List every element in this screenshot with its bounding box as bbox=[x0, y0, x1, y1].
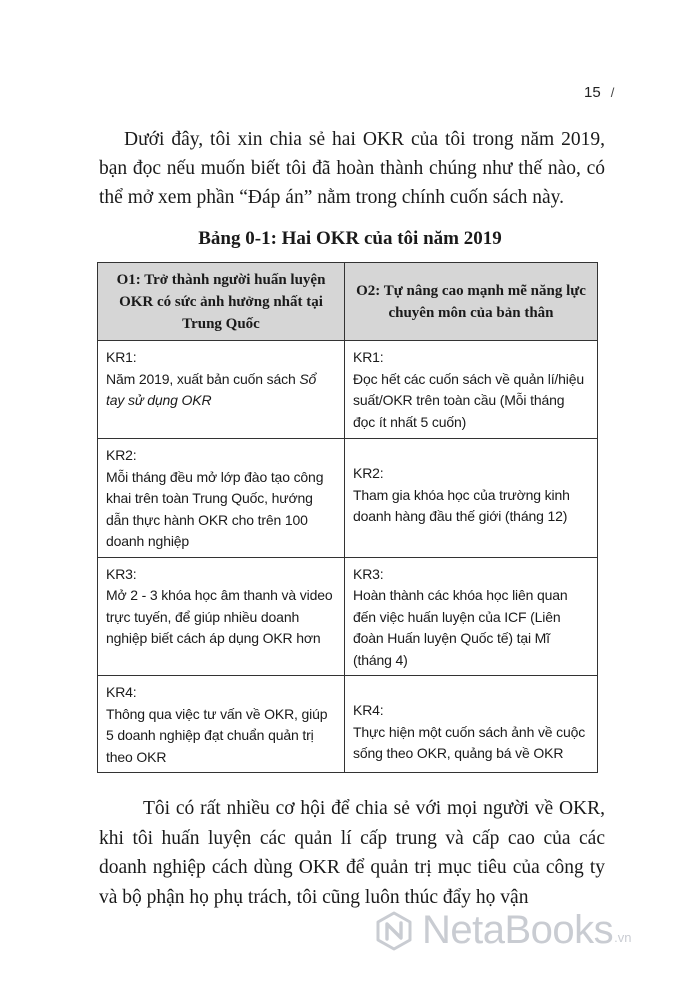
watermark-tld: .vn bbox=[614, 930, 632, 945]
objective-1-header: O1: Trở thành người huấn luyện OKR có sức ảnh hưởng nhất tại Trung Quốc bbox=[98, 263, 345, 341]
kr-label: KR4: bbox=[106, 684, 137, 700]
table-caption: Bảng 0-1: Hai OKR của tôi năm 2019 bbox=[198, 228, 502, 249]
o1-kr2-cell bbox=[98, 439, 345, 558]
page-number bbox=[584, 84, 614, 101]
kr-label: KR1: bbox=[106, 349, 137, 365]
kr-text: Đọc hết các cuốn sách về quản lí/hiệu suất/OKR trên toàn cầu (Mỗi tháng đọc ít nhất 5 cuốn) bbox=[353, 370, 585, 430]
kr-label: KR3: bbox=[106, 565, 137, 582]
intro-paragraph: Dưới đây, tôi xin chia sẻ hai OKR của tôi trong năm 2019, bạn đọc nếu muốn biết tôi đã hoàn thành chúng như thế nào, có thể mở xem phần “Đáp án” nằm trong chính cuốn sách này. bbox=[99, 129, 605, 208]
kr-label: KR2: bbox=[353, 465, 384, 481]
kr-label: KR2: bbox=[106, 447, 137, 463]
kr-label: KR3: bbox=[353, 565, 384, 582]
page-number-value: 15 bbox=[584, 84, 601, 101]
o2-kr1-cell bbox=[345, 341, 598, 439]
kr-text: Thông qua việc tư vấn về OKR, giúp 5 doanh nghiệp đạt chuẩn quản trị theo OKR bbox=[106, 705, 328, 765]
table-row bbox=[98, 341, 598, 439]
objective-2-header: O2: Tự nâng cao mạnh mẽ năng lực chuyên môn của bản thân bbox=[345, 263, 598, 341]
table-header-row bbox=[98, 263, 598, 341]
okr-table bbox=[97, 262, 598, 773]
o2-kr2-cell bbox=[345, 439, 598, 558]
watermark bbox=[374, 908, 632, 953]
page-number-slash: / bbox=[610, 85, 615, 100]
kr-text: Hoàn thành các khóa học liên quan đến việc huấn luyện của ICF (Liên đoàn Huấn luyện Quốc tế) tại Mĩ (tháng 4) bbox=[353, 587, 568, 668]
o2-kr3-cell bbox=[345, 557, 598, 676]
netabooks-logo-icon bbox=[374, 911, 414, 951]
outro-paragraph: Tôi có rất nhiều cơ hội để chia sẻ với mọi người về OKR, khi tôi huấn luyện các quản lí cấp trung và cấp cao của các doanh nghiệp cách dùng OKR để quản trị mục tiêu của công ty và bộ phận họ phụ trách, tôi cũng luôn thúc đẩy họ vận bbox=[99, 798, 605, 908]
o2-kr4-cell bbox=[345, 676, 598, 773]
kr-text: Mở 2 - 3 khóa học âm thanh và video trực tuyến, để giúp nhiều doanh nghiệp biết cách áp dụng OKR hơn bbox=[106, 587, 333, 646]
o1-kr4-cell bbox=[98, 676, 345, 773]
kr-text: Thực hiện một cuốn sách ảnh về cuộc sống theo OKR, quảng bá về OKR bbox=[353, 723, 586, 761]
table-row bbox=[98, 439, 598, 558]
o1-kr1-cell bbox=[98, 341, 345, 439]
table-row bbox=[98, 557, 598, 676]
table-row bbox=[98, 676, 598, 773]
kr-label: KR4: bbox=[353, 702, 384, 718]
book-title: Sổ tay sử dụng OKR bbox=[106, 370, 317, 408]
watermark-brand: NetaBooks bbox=[422, 908, 614, 952]
kr-text: Mỗi tháng đều mở lớp đào tạo công khai trên toàn Trung Quốc, hướng dẫn thực hành OKR cho trên 100 doanh nghiệp bbox=[106, 468, 324, 549]
kr-text: Tham gia khóa học của trường kinh doanh hàng đầu thế giới (tháng 12) bbox=[353, 486, 570, 524]
o1-kr3-cell bbox=[98, 557, 345, 676]
kr-text: Năm 2019, xuất bản cuốn sách bbox=[106, 370, 300, 387]
kr-label: KR1: bbox=[353, 349, 384, 365]
